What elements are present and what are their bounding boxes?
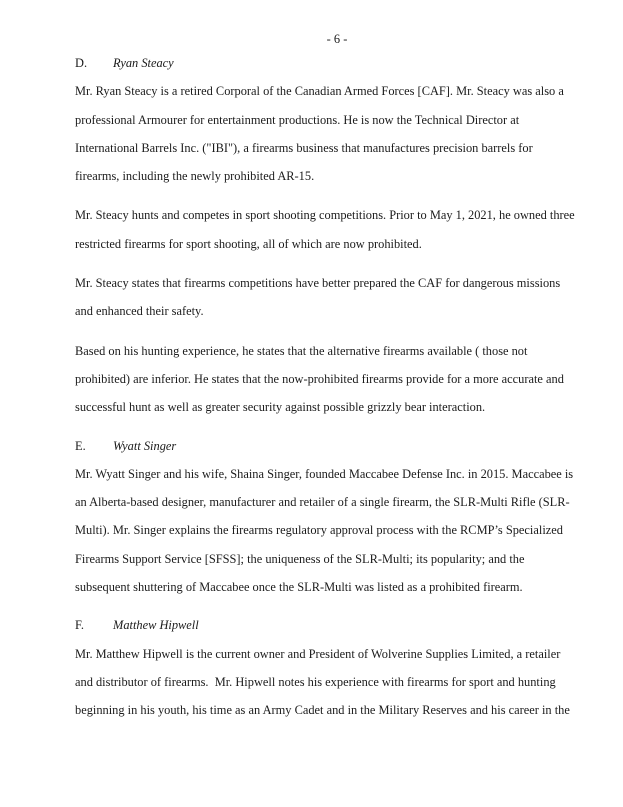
text-line: successful hunt as well as greater security against possible grizzly bear interaction.: [75, 400, 486, 415]
text-line: Multi). Mr. Singer explains the firearms regulatory approval process with the RCMP’s Specialized: [75, 523, 563, 538]
paragraph: [75, 77, 599, 190]
paragraph: [75, 640, 599, 725]
section-title: Matthew Hipwell: [113, 618, 199, 633]
text-line: subsequent shuttering of Maccabee once the SLR-Multi was listed as a prohibited firearm.: [75, 580, 523, 595]
section-title: Wyatt Singer: [113, 438, 177, 453]
section-f: [75, 611, 599, 724]
section-heading: [75, 611, 599, 639]
text-line: professional Armourer for entertainment productions. He is now the Technical Director at: [75, 112, 520, 127]
text-line: Firearms Support Service [SFSS]; the uniqueness of the SLR-Multi; its popularity; and the: [75, 551, 525, 566]
section-title: Ryan Steacy: [113, 56, 174, 70]
text-line: an Alberta-based designer, manufacturer and retailer of a single firearm, the SLR-Multi Rifle (SLR-: [75, 495, 570, 510]
text-line: International Barrels Inc. ("IBI"), a firearms business that manufactures precision barrels for: [75, 140, 533, 155]
document-body: [75, 49, 599, 725]
text-line: prohibited) are inferior. He states that the now-prohibited firearms provide for a more accurate and: [75, 371, 564, 386]
section-d: [75, 49, 599, 422]
text-line: beginning in his youth, his time as an Army Cadet and in the Military Reserves and his career in the: [75, 703, 570, 718]
text-line: firearms, including the newly prohibited AR-15.: [75, 169, 315, 184]
text-line: and enhanced their safety.: [75, 304, 204, 319]
text-line: restricted firearms for sport shooting, all of which are now prohibited.: [75, 236, 422, 251]
text-line: Mr. Steacy hunts and competes in sport shooting competitions. Prior to May 1, 2021, he owned three: [75, 208, 575, 223]
paragraph: [75, 337, 599, 422]
page-number: - 6 -: [326, 32, 348, 46]
section-letter: D.: [75, 56, 88, 70]
text-line: Mr. Steacy states that firearms competitions have better prepared the CAF for dangerous missions: [75, 276, 561, 291]
text-line: Mr. Matthew Hipwell is the current owner and President of Wolverine Supplies Limited, a retailer: [75, 646, 561, 661]
text-line: and distributor of firearms. Mr. Hipwell notes his experience with firearms for sport and hunting: [75, 674, 556, 689]
text-line: Mr. Ryan Steacy is a retired Corporal of the Canadian Armed Forces [CAF]. Mr. Steacy was also a: [75, 84, 564, 99]
section-heading: [75, 432, 599, 460]
section-e: [75, 432, 599, 602]
section-letter: F.: [75, 618, 84, 633]
section-heading: [75, 49, 599, 77]
paragraph: [75, 460, 599, 601]
section-letter: E.: [75, 438, 86, 453]
paragraph: [75, 201, 599, 258]
paragraph: [75, 269, 599, 326]
text-line: Based on his hunting experience, he states that the alternative firearms available ( those not: [75, 343, 528, 358]
text-line: Mr. Wyatt Singer and his wife, Shaina Singer, founded Maccabee Defense Inc. in 2015. Maccabee is: [75, 466, 574, 481]
